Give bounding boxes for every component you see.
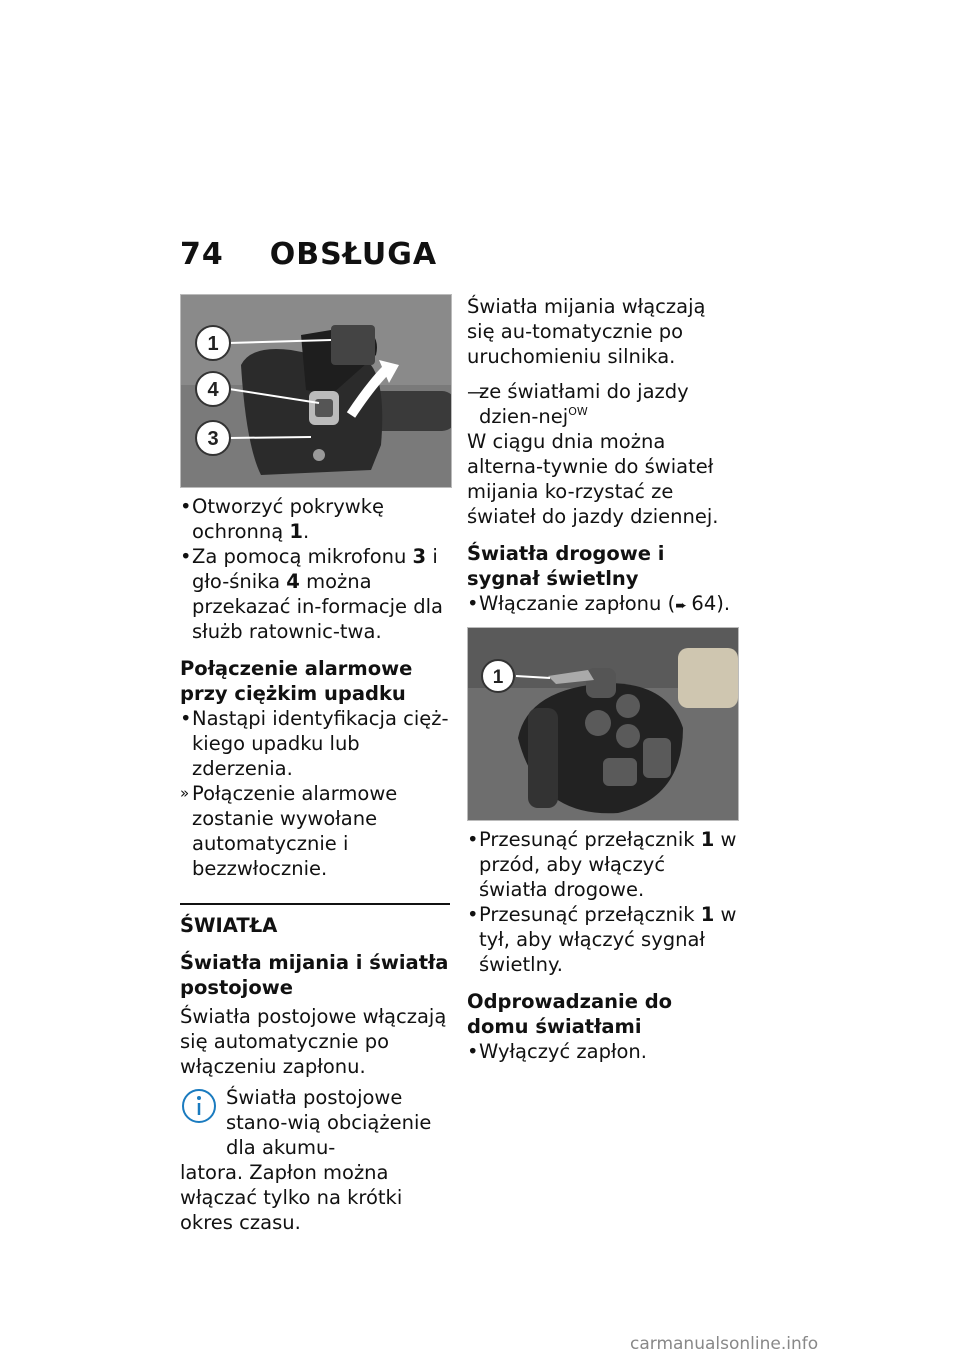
left-column (180, 294, 450, 1235)
list-item (180, 494, 450, 544)
reference-number: 1 (289, 520, 303, 543)
list-item: • Wyłączyć zapłon. (467, 1039, 739, 1064)
list-item-text: Przesunąć przełącznik (479, 828, 701, 851)
bullet-list (467, 827, 739, 977)
list-item (180, 544, 450, 644)
list-item (467, 591, 739, 619)
reference-number: 3 (412, 545, 427, 568)
list-item-text: w przód, aby włączyć światła drogowe. (479, 828, 737, 901)
handlebar-switch-illustration (468, 628, 738, 820)
figure-sos-button (180, 294, 452, 488)
list-item-text: Przesunąć przełącznik (479, 903, 701, 926)
section-heading: Połączenie alarmowe przy ciężkim upadku (180, 657, 413, 705)
reference-number: 1 (700, 828, 715, 851)
right-column (467, 294, 739, 1064)
page-reference: 64 (691, 592, 717, 615)
watermark: carmanualsonline.info (630, 1334, 819, 1354)
list-item-text: Włączanie zapłonu ( (479, 592, 676, 615)
list-item-text: Za pomocą mikrofonu (192, 545, 413, 568)
list-item-text: . (302, 520, 310, 543)
result-item: » Połączenie alarmowe zostanie wywołane automatycznie i bezzwłocznie. (180, 781, 450, 881)
list-item-text: można przekazać in-formacje dla służb ratownic-twa. (192, 570, 443, 643)
note-block (180, 1085, 450, 1235)
option-code: OW (568, 405, 588, 418)
list-item-text: i gło-śnika (192, 545, 438, 593)
page-header (180, 237, 438, 272)
list-item: • Nastąpi identyfikacja cięż-kiego upadku lub zderzenia. (180, 706, 450, 781)
list-item (467, 902, 739, 977)
section-heading: Odprowadzanie do domu światłami (467, 990, 673, 1038)
reference-number: 1 (700, 903, 715, 926)
paragraph: Światła postojowe włączają się automatycznie po włączeniu zapłonu. (180, 1005, 447, 1078)
note-text: Światła postojowe stano-wią obciążenie dla akumu- (226, 1086, 432, 1159)
section-heading: Światła drogowe i sygnał świetlny (467, 542, 665, 590)
handlebar-sos-illustration (181, 295, 451, 487)
callout-label: 1 (207, 333, 219, 355)
list-item-text: w tył, aby włączyć sygnał świetlny. (479, 903, 737, 976)
dash-item-text: ze światłami do jazdy dzien-nej (479, 380, 689, 428)
callout-label: 1 (492, 667, 504, 688)
list-item-text: ). (716, 592, 731, 615)
reference-number: 4 (286, 570, 300, 593)
paragraph: Światła mijania włączają się au-tomatycznie po uruchomieniu silnika. (467, 295, 706, 368)
page-reference-arrow-icon: ➨ (675, 598, 692, 614)
figure-light-switch (467, 627, 739, 821)
section-heading: Światła mijania i światła postojowe (180, 951, 449, 999)
page-title: OBSŁUGA (269, 237, 438, 272)
callout-label: 3 (207, 428, 219, 450)
info-icon (180, 1087, 218, 1125)
bullet-list (180, 494, 450, 644)
chapter-title: ŚWIATŁA (180, 903, 450, 938)
dash-item (467, 379, 739, 429)
paragraph: W ciągu dnia można alterna-tywnie do świateł mijania ko-rzystać ze świateł do jazdy dziennej. (467, 430, 719, 528)
callout-label: 4 (207, 379, 219, 401)
note-text: latora. Zapłon można włączać tylko na krótki okres czasu. (180, 1161, 403, 1234)
list-item (467, 827, 739, 902)
callout-group (196, 326, 230, 455)
page-number: 74 (180, 237, 224, 272)
list-item-text: Otworzyć pokrywkę ochronną (192, 495, 384, 543)
